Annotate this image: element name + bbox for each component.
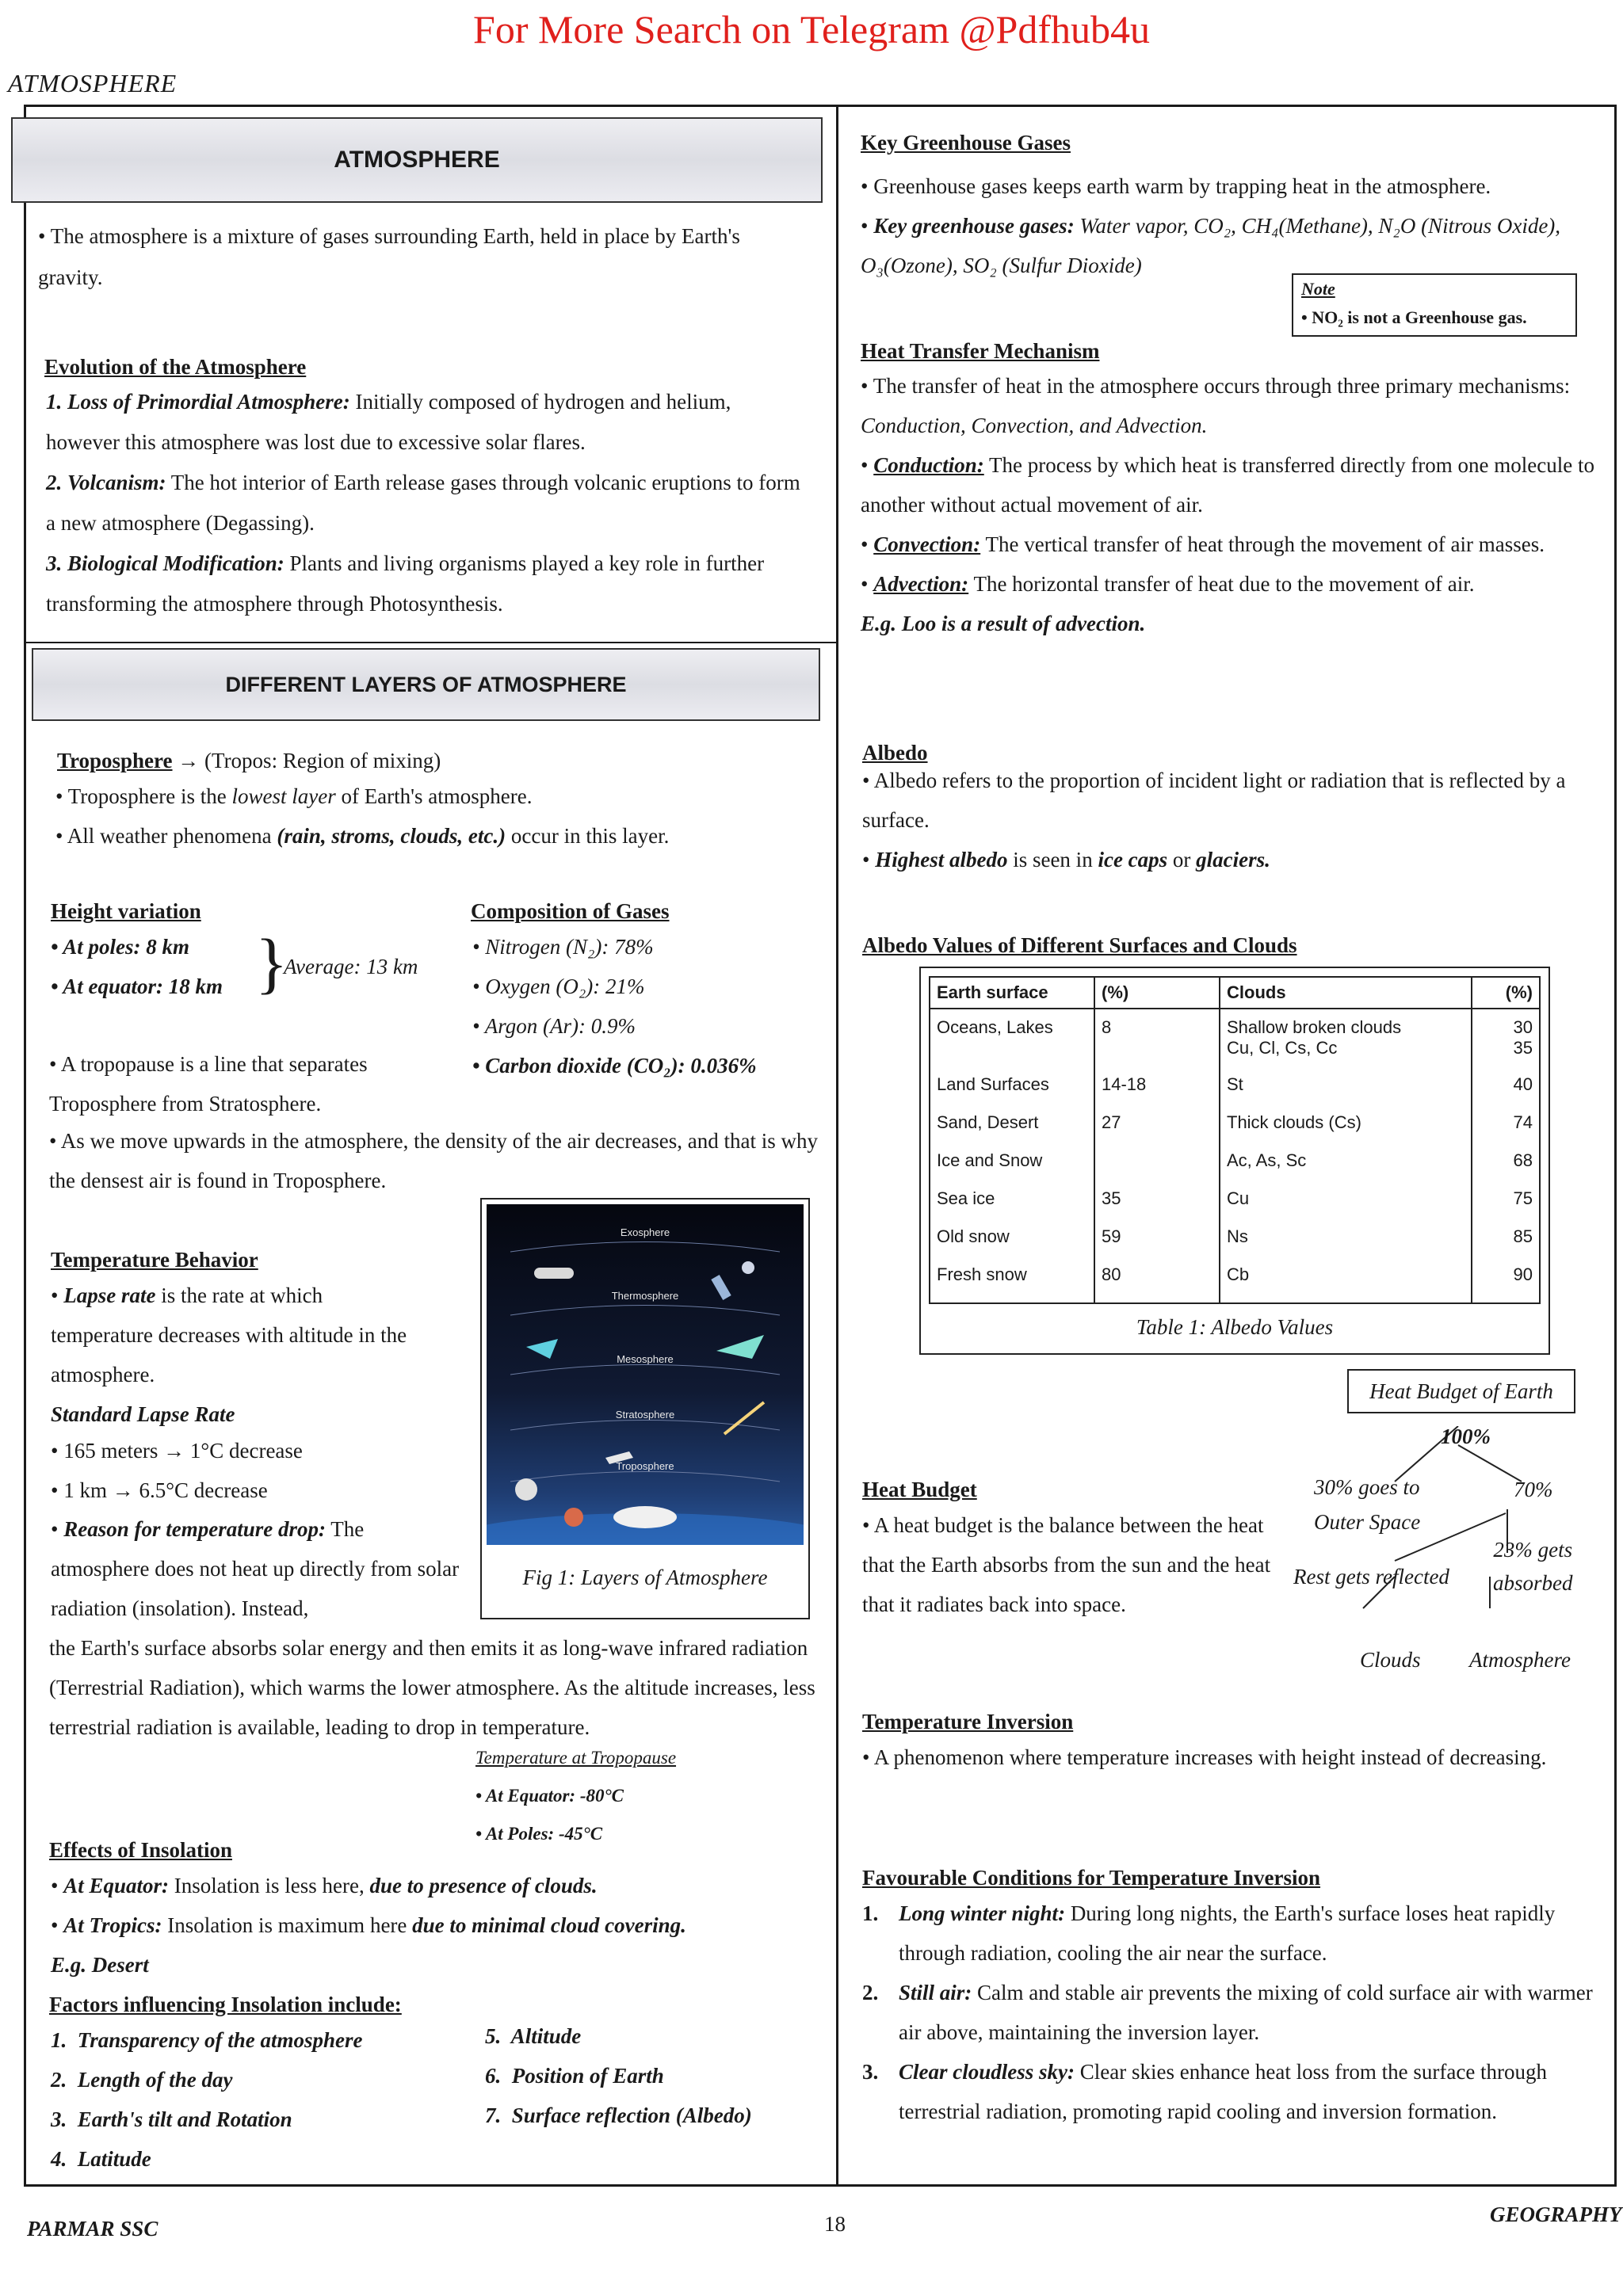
table-row: Ice and Snow Ac, As, Sc 68 xyxy=(930,1150,1540,1188)
evolution-list: 1. Loss of Primordial Atmosphere: Initially composed of hydrogen and helium, however this atmosphere was lost due to excessive solar flares. 2. Volcanism: The hot interior of Earth release gases through volcanic eruptions to form a new atmosphere (Degassing). 3. Biological Modification: Plants and living organisms played a key role in further transforming the atmosphere through Photosynthesis. xyxy=(46,390,800,616)
dish-icon xyxy=(742,1261,754,1274)
heat-budget-heading: Heat Budget xyxy=(862,1478,977,1501)
fig-label-exosphere: Exosphere xyxy=(620,1226,670,1238)
cloud-icon xyxy=(613,1506,677,1528)
page-number: 18 xyxy=(824,2212,846,2236)
insolation-heading: Effects of Insolation xyxy=(49,1838,232,1862)
fig-label-troposphere: Troposphere xyxy=(616,1460,674,1472)
lapse-rate-text: • Lapse rate is the rate at which temperature decreases with altitude in the atmosphere. xyxy=(51,1283,407,1386)
figure-caption: Fig 1: Layers of Atmosphere xyxy=(522,1566,768,1589)
fig-label-thermosphere: Thermosphere xyxy=(611,1290,679,1302)
density-text: • As we move upwards in the atmosphere, the density of the air decreases, and that is why the densest air is found in Troposphere. xyxy=(49,1129,818,1192)
height-variation-heading: Height variation xyxy=(51,899,201,923)
albedo-points: • Albedo refers to the proportion of incident light or radiation that is reflected by a surface. • Highest albedo is seen in ice caps or glaciers. xyxy=(862,769,1566,871)
heat-transfer-points: • The transfer of heat in the atmosphere occurs through three primary mechanisms: Conduction, Convection, and Advection. • Conduction: The process by which heat is transferred directly from one molecule to another without actual movement of air. • Convection: The vertical transfer of heat through the movement of air masses. • Advection: The horizontal transfer of heat due to the movement of air. E.g. Loo is a result of advection. xyxy=(861,374,1594,635)
factors-left-list: 1. Transparency of the atmosphere 2. Length of the day 3. Earth's tilt and Rotation 4. Latitude xyxy=(51,2028,363,2171)
tropopause-temp: Temperature at Tropopause • At Equator: -80°C • At Poles: -45°C xyxy=(475,1748,677,1844)
running-header: ATMOSPHERE xyxy=(8,69,178,97)
hb-atmosphere: Atmosphere xyxy=(1469,1648,1571,1672)
heat-budget-text: • A heat budget is the balance between the heat that the Earth absorbs from the sun and the heat that it radiates back into space. xyxy=(862,1513,1271,1616)
composition-list: • Nitrogen (N₂): 78% • Oxygen (O₂): 21% • Argon (Ar): 0.9% • Carbon dioxide (CO₂): 0.036% xyxy=(472,935,757,1077)
albedo-heading: Albedo xyxy=(862,741,928,765)
footer-right: GEOGRAPHY xyxy=(1490,2203,1622,2226)
table-row: Sand, Desert 27 Thick clouds (Cs) 74 xyxy=(930,1112,1540,1150)
insolation-points: • At Equator: Insolation is less here, due to presence of clouds. • At Tropics: Insolation is maximum here due to minimal cloud covering. E.g. Desert xyxy=(51,1874,686,1977)
telegram-banner: For More Search on Telegram @Pdfhub4u xyxy=(473,7,1150,51)
inversion-text: • A phenomenon where temperature increases with height instead of decreasing. xyxy=(862,1745,1547,1769)
footer-left: PARMAR SSC xyxy=(27,2217,158,2241)
moon-icon xyxy=(515,1478,537,1501)
troposphere-points: • Troposphere is the lowest layer of Earth's atmosphere. • All weather phenomena (rain, stroms, clouds, etc.) occur in this layer. xyxy=(55,784,670,848)
composition-heading: Composition of Gases xyxy=(471,899,670,923)
table-row: Oceans, Lakes 8 Shallow broken clouds Cu, Cl, Cs, Cc 30 35 xyxy=(930,1009,1540,1074)
factors-right-list: 5. Altitude 6. Position of Earth 7. Surface reflection (Albedo) xyxy=(485,2024,752,2127)
hb-100: 100% xyxy=(1441,1425,1491,1448)
height-equator: • At equator: 18 km xyxy=(51,974,223,998)
heat-transfer-heading: Heat Transfer Mechanism xyxy=(861,339,1100,363)
tropopause-text: • A tropopause is a line that separates Troposphere from Stratosphere. xyxy=(49,1052,368,1116)
left-separator xyxy=(24,642,836,643)
standard-lapse-heading: Standard Lapse Rate xyxy=(51,1402,235,1426)
atmosphere-layers-illustration xyxy=(487,1204,804,1545)
table-row: Sea ice 35 Cu 75 xyxy=(930,1188,1540,1226)
hb-23: 23% gets absorbed xyxy=(1493,1538,1573,1595)
table-row: Old snow 59 Ns 85 xyxy=(930,1226,1540,1264)
col-clouds-pct: (%) xyxy=(1472,977,1540,1009)
greenhouse-points: • Greenhouse gases keeps earth warm by trapping heat in the atmosphere. • Key greenhouse gases: Water vapor, CO₂, CH₄(Methane), N₂O (Nitrous Oxide), O₃(Ozone), SO₂ (Sulfur Dioxide) xyxy=(861,174,1561,277)
heat-budget-box: Heat Budget of Earth xyxy=(1347,1369,1575,1413)
favourable-heading: Favourable Conditions for Temperature Inversion xyxy=(862,1866,1321,1890)
hb-clouds: Clouds xyxy=(1360,1648,1421,1672)
table-row: Fresh snow 80 Cb 90 xyxy=(930,1264,1540,1303)
reason-text-cont: the Earth's surface absorbs solar energy and then emits it as long-wave infrared radiation (Terrestrial Radiation), which warms the lower atmosphere. As the altitude increases, less terrestrial radiation is available, leading to drop in temperature. xyxy=(49,1636,815,1739)
column-divider xyxy=(836,105,838,2187)
col-surface-pct: (%) xyxy=(1094,977,1220,1009)
lapse-values: • 165 meters → 1°C decrease • 1 km → 6.5°C decrease xyxy=(51,1439,303,1502)
reason-text: • Reason for temperature drop: The atmosphere does not heat up directly from solar radiation (insolation). Instead, xyxy=(51,1517,460,1620)
factors-heading: Factors influencing Insolation include: xyxy=(49,1993,402,2016)
col-clouds: Clouds xyxy=(1220,977,1472,1009)
note-box: Note • NO₂ is not a Greenhouse gas. xyxy=(1292,273,1577,337)
hb-30: 30% goes to Outer Space xyxy=(1314,1475,1421,1534)
greenhouse-heading: Key Greenhouse Gases xyxy=(861,131,1071,154)
hb-rest: Rest gets reflected xyxy=(1293,1565,1449,1589)
evolution-heading: Evolution of the Atmosphere xyxy=(44,355,307,379)
table-caption: Table 1: Albedo Values xyxy=(1136,1315,1334,1339)
height-poles: • At poles: 8 km xyxy=(51,935,189,959)
albedo-table-box xyxy=(919,967,1550,1355)
fig-label-stratosphere: Stratosphere xyxy=(615,1409,675,1421)
height-average: Average: 13 km xyxy=(284,955,418,978)
albedo-table xyxy=(929,976,1541,1304)
intro-text: • The atmosphere is a mixture of gases surrounding Earth, held in place by Earth's gravity. xyxy=(38,224,740,289)
section-title-layers: DIFFERENT LAYERS OF ATMOSPHERE xyxy=(32,648,820,721)
height-brace: } xyxy=(255,925,288,1001)
section-title-atmosphere: ATMOSPHERE xyxy=(11,117,823,203)
favourable-list: 1. Long winter night: During long nights, the Earth's surface loses heat rapidly through radiation, cooling the air near the surface. 2. Still air: Calm and stable air prevents the mixing of cold surface air with warmer air above, maintaining the inversion layer. 3. Clear cloudless sky: Clear skies enhance heat loss from the surface through terrestrial radiation, promoting rapid cooling and inversion formation. xyxy=(862,1901,1593,2123)
fig-label-mesosphere: Mesosphere xyxy=(617,1353,674,1365)
atmosphere-figure-box xyxy=(480,1198,810,1619)
space-shuttle-icon xyxy=(534,1268,574,1279)
table-row: Land Surfaces 14-18 St 40 xyxy=(930,1074,1540,1112)
col-earth-surface: Earth surface xyxy=(930,977,1094,1009)
hb-70: 70% xyxy=(1514,1478,1553,1501)
balloon-icon xyxy=(564,1508,583,1527)
troposphere-heading: Troposphere → (Tropos: Region of mixing) xyxy=(57,749,441,772)
inversion-heading: Temperature Inversion xyxy=(862,1710,1074,1733)
temperature-behavior-heading: Temperature Behavior xyxy=(51,1248,258,1272)
albedo-table-heading: Albedo Values of Different Surfaces and Clouds xyxy=(862,933,1297,957)
